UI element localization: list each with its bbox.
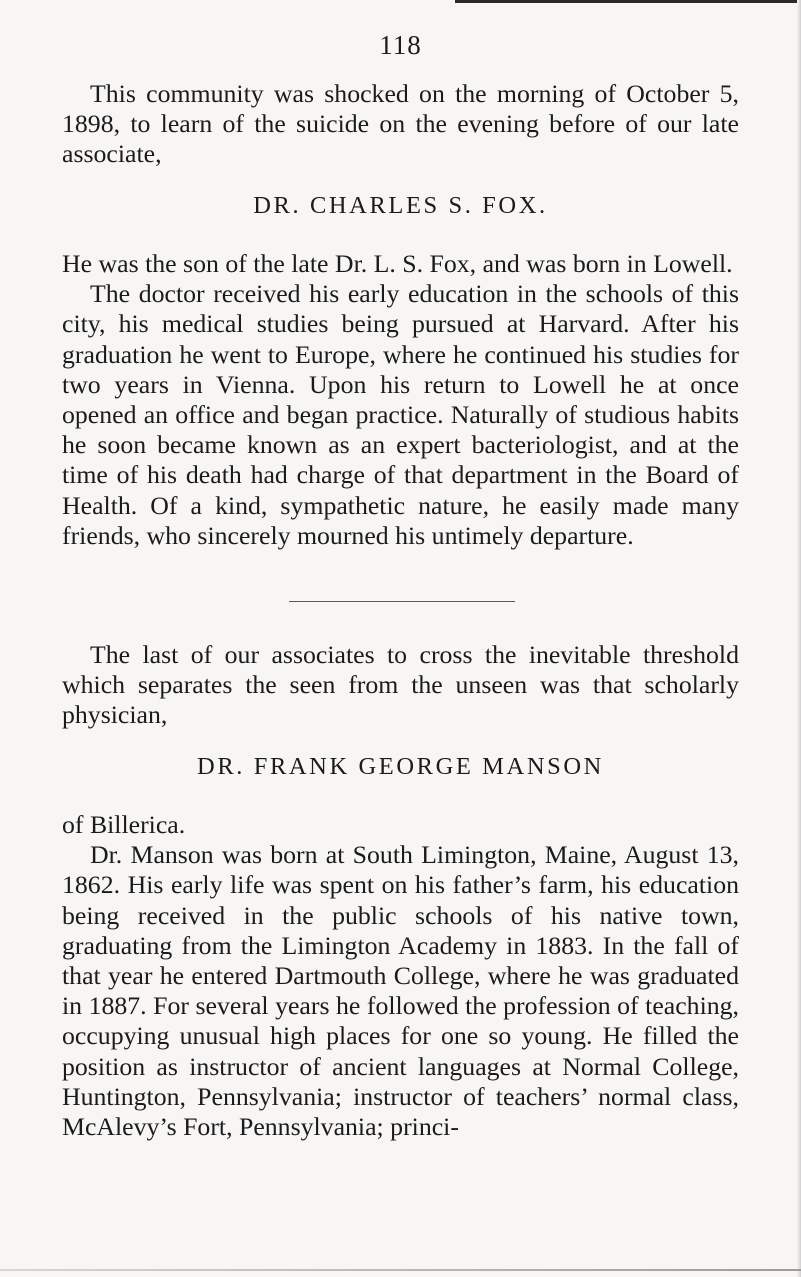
intro-paragraph: This community was shocked on the morning of October 5, 1898, to learn of the suicide on the evening before of our late associate, <box>62 79 739 169</box>
manson-biography-paragraph: Dr. Manson was born at South Limington, Maine, August 13, 1862. His early life was spent on his father’s farm, his education being received in the public schools of his native town, graduating from the Limington Academy in 1883. In the fall of that year he entered Dartmouth College, where he was graduated in 1887. For several years he followed the profession of teaching, occupying unusual high places for one so young. He filled the position as instructor of ancient languages at Normal College, Huntington, Pennsylvania; instructor of teachers’ normal class, McAlevy’s Fort, Pennsylvania; princi- <box>62 840 739 1142</box>
manson-residence-line: of Billerica. <box>62 810 186 839</box>
section-divider <box>289 601 515 602</box>
manson-intro-paragraph: The last of our associates to cross the inevitable threshold which separates the seen from the unseen was that scholarly physician, <box>62 640 739 730</box>
page-top-edge <box>455 0 801 3</box>
fox-section <box>62 249 739 551</box>
heading-dr-charles-s-fox: DR. CHARLES S. FOX. <box>253 192 548 219</box>
fox-birth-paragraph: He was the son of the late Dr. L. S. Fox, and was born in Lowell. <box>62 249 733 278</box>
intro-section <box>62 79 739 170</box>
fox-biography-paragraph: The doctor received his early education in the schools of this city, his medical studies being pursued at Harvard. After his graduation he went to Europe, where he continued his studies for two years in Vienna. Upon his return to Lowell he at once opened an office and began practice. Naturally of studious habits he soon became known as an expert bacteriologist, and at the time of his death had charge of that department in the Board of Health. Of a kind, sympathetic nature, he easily made many friends, who sincerely mourned his untimely departure. <box>62 279 739 550</box>
manson-section <box>62 810 739 1142</box>
page-number: 118 <box>379 30 422 60</box>
heading-dr-frank-george-manson: DR. FRANK GEORGE MANSON <box>197 753 604 780</box>
manson-intro-section <box>62 640 739 731</box>
page-bottom-edge <box>0 1269 801 1271</box>
